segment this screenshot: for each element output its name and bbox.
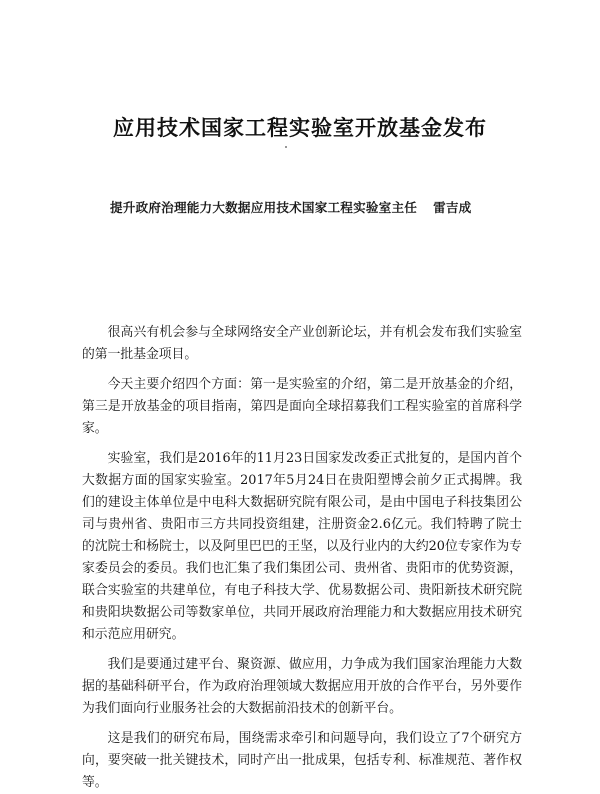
byline-role: 提升政府治理能力大数据应用技术国家工程实验室主任 (110, 200, 418, 215)
paragraph: 这是我们的研究布局，围绕需求牵引和问题导向，我们设立了7个研究方向，要突破一批关键技术，同时产出一批成果，包括专利、标准规范、著作权等。 (82, 731, 522, 790)
document-title: 应用技术国家工程实验室开放基金发布 (113, 116, 487, 140)
byline (110, 197, 471, 216)
paragraph: 很高兴有机会参与全球网络安全产业创新论坛，并有机会发布我们实验室的第一批基金项目。 (82, 325, 522, 362)
decorative-dot (285, 146, 287, 148)
paragraph: 我们是要通过建平台、聚资源、做应用，力争成为我们国家治理能力大数据的基础科研平台，作为政府治理领域大数据应用开放的合作平台，另外要作为我们面向行业服务社会的大数据前沿技术的创新平台。 (82, 657, 522, 716)
paragraph: 实验室，我们是2016年的11月23日国家发改委正式批复的，是国内首个大数据方面的国家实验室。2017年5月24日在贵阳塑博会前夕正式揭牌。我们的建设主体单位是中电科大数据研究院有限公司，是由中国电子科技集团公司与贵州省、贵阳市三方共同投资组建，注册资金2.6亿元。我们特聘了院士的沈院士和杨院士，以及阿里巴巴的王坚，以及行业内的大约20位专家作为专家委员会的委员。我们也汇集了我们集团公司、贵州省、贵阳市的优势资源，联合实验室的共建单位，有电子科技大学、优易数据公司、贵阳新技术研究院和贵阳块数据公司等数家单位，共同开展政府治理能力和大数据应用技术研究和示范应用研究。 (82, 451, 522, 642)
byline-name: 雷吉成 (433, 200, 472, 215)
paragraph: 今天主要介绍四个方面：第一是实验室的介绍，第二是开放基金的介绍，第三是开放基金的项目指南，第四是面向全球招募我们工程实验室的首席科学家。 (82, 377, 522, 436)
body-text (82, 322, 522, 794)
